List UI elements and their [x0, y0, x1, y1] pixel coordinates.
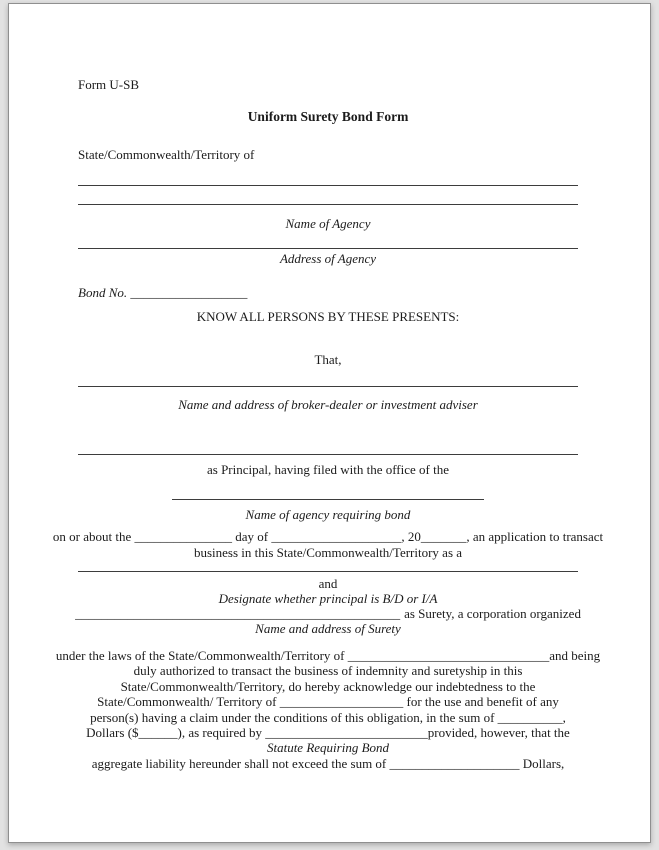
surety-name-blank: __________________________________________________ [75, 606, 401, 621]
bond-no-blank: __________________ [130, 285, 248, 300]
principal-type-blank-line [78, 571, 578, 572]
obligation-line-8: aggregate liability hereunder shall not exceed the sum of ____________________ Dollars, [91, 755, 565, 771]
that-label: That, [314, 352, 342, 367]
obligation-line-3: State/Commonwealth/Territory, do hereby acknowledge our indebtedness to the [120, 678, 536, 694]
obligation-line-2: duly authorized to transact the business of indemnity and suretyship in this [133, 663, 523, 679]
designate-caption: Designate whether principal is B/D or I/A [218, 591, 438, 606]
address-of-agency-caption: Address of Agency [279, 251, 377, 266]
bond-no-row [78, 285, 578, 300]
obligation-line-6: Dollars ($______), as required by _________________________provided, however, that the [86, 725, 570, 741]
application-business-line: business in this State/Commonwealth/Territory as a [193, 545, 463, 560]
agency-requiring-bond-caption: Name of agency requiring bond [245, 507, 411, 522]
agency-address-blank-line [78, 248, 578, 249]
broker-dealer-caption: Name and address of broker-dealer or investment adviser [178, 397, 478, 412]
application-date-line: on or about the _______________ day of ____________________, 20_______, an application to transact [52, 529, 604, 544]
surety-name-line [75, 606, 581, 621]
obligation-line-4: State/Commonwealth/ Territory of ___________________ for the use and benefit of any [97, 694, 559, 710]
agency-requiring-bond-blank-line [172, 499, 484, 500]
statute-requiring-bond-caption: Statute Requiring Bond [266, 740, 390, 756]
principal-name-blank-line [78, 386, 578, 387]
obligation-line-1: under the laws of the State/Commonwealth/Territory of _______________________________and being [55, 648, 601, 663]
document-page [8, 3, 651, 843]
form-id: Form U-SB [78, 77, 140, 92]
obligation-paragraph [55, 648, 601, 771]
surety-line-text: as Surety, a corporation organized [404, 606, 581, 621]
and-label: and [318, 576, 338, 591]
know-all-heading: KNOW ALL PERSONS BY THESE PRESENTS: [196, 309, 460, 324]
state-of-label: State/Commonwealth/Territory of [78, 147, 255, 162]
agency-name-blank-line-2 [78, 204, 578, 205]
document-content [9, 77, 650, 771]
document-title: Uniform Surety Bond Form [247, 109, 409, 124]
as-principal-line: as Principal, having filed with the office of the [207, 462, 449, 477]
agency-name-blank-line-1 [78, 185, 578, 186]
surety-caption: Name and address of Surety [255, 621, 401, 636]
bond-no-label: Bond No. [78, 285, 128, 300]
principal-filed-blank-line [78, 454, 578, 455]
name-of-agency-caption: Name of Agency [285, 216, 371, 231]
obligation-line-5: person(s) having a claim under the conditions of this obligation, in the sum of __________, [90, 709, 566, 725]
